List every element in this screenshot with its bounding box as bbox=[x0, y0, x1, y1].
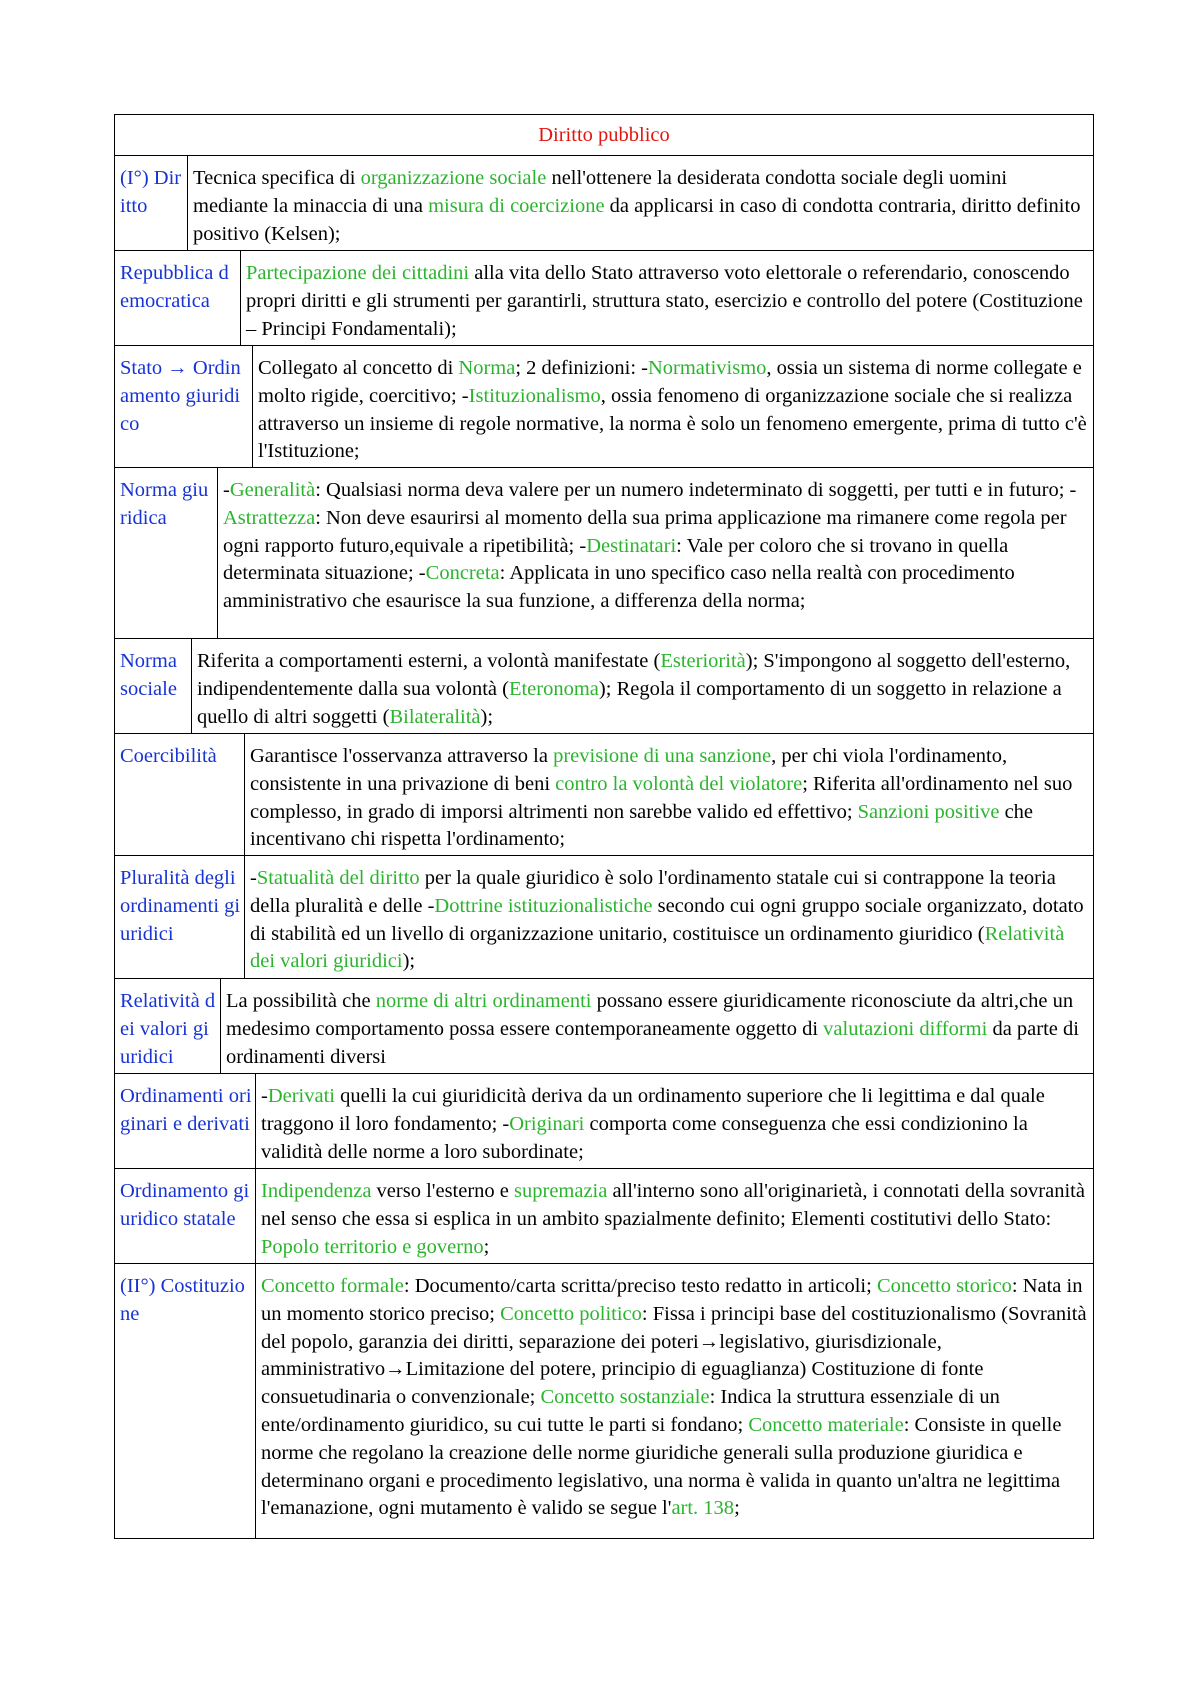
keyword: Normativismo bbox=[647, 357, 767, 379]
table-row bbox=[114, 1264, 1094, 1539]
definition-cell bbox=[218, 468, 1093, 638]
definition-text: , ossia fenomeno di organizzazione sociale che si realizza attraverso un insieme di regole normative, la norma è solo un fenomeno emergente, prima di tutto c'è l'Istituzione; bbox=[258, 384, 1087, 463]
definition-text: ); bbox=[402, 950, 416, 973]
keyword: Eteronoma bbox=[508, 677, 599, 700]
keyword: previsione di una sanzione bbox=[553, 745, 772, 767]
term-cell: Coercibilità bbox=[115, 734, 245, 855]
table-row bbox=[114, 251, 1094, 346]
keyword: Popolo territorio e governo bbox=[261, 1235, 484, 1258]
definition-text: ; 2 definizioni: - bbox=[515, 357, 648, 379]
definition-text: : Non deve esaurirsi al momento della sua prima applicazione ma rimanere come regola per ogni rapporto futuro,equivale a ripetibilità; - bbox=[223, 506, 1067, 557]
definition-text: da parte di ordinamenti diversi bbox=[226, 1017, 1079, 1068]
table-row bbox=[114, 639, 1094, 734]
term-cell: Ordinamento giuridico statale bbox=[115, 1169, 256, 1263]
definition-text: ; Riferita all'ordinamento nel suo complesso, in grado di imporsi altrimenti non sarebbe valido ed effettivo; bbox=[250, 772, 1073, 823]
keyword: Astrattezza bbox=[223, 506, 316, 529]
definition-cell bbox=[245, 856, 1093, 978]
keyword: Bilateralità bbox=[389, 705, 481, 728]
definition-text: - bbox=[223, 479, 230, 501]
definition-text: La possibilità che bbox=[226, 990, 376, 1012]
definition-text: Garantisce l'osservanza attraverso la bbox=[250, 745, 554, 767]
term-cell: Ordinamenti originari e derivati bbox=[115, 1074, 256, 1168]
definition-cell bbox=[256, 1264, 1093, 1538]
definition-text: Riferita a comportamenti esterni, a volontà manifestate ( bbox=[197, 650, 661, 672]
keyword: norme di altri ordinamenti bbox=[375, 990, 592, 1012]
keyword: Concetto storico bbox=[876, 1275, 1012, 1297]
definition-text: : Vale per coloro che si trovano in quella determinata situazione; - bbox=[223, 534, 1009, 585]
definition-text: ); S'impongono al soggetto dell'esterno, indipendentemente dalla sua volontà ( bbox=[197, 650, 1071, 700]
definition-text: : Fissa i principi base del costituzionalismo (Sovranità del popolo, garanzia dei diritti, separazione dei poteri→legislativo, giurisdizionale, amministrativo→Limitazione del potere, principio di eguaglianza) Costituzione di fonte consuetudinaria o convenzionale; bbox=[261, 1302, 1087, 1409]
keyword: Esteriorità bbox=[660, 650, 746, 672]
definition-text: Tecnica specifica di bbox=[193, 167, 361, 189]
definition-text: , ossia un sistema di norme collegate e molto rigide, coercitivo; - bbox=[258, 357, 1082, 407]
definition-text: ; bbox=[483, 1235, 490, 1258]
definition-cell bbox=[256, 1169, 1093, 1263]
keyword: Dottrine istituzionalistiche bbox=[434, 894, 653, 917]
keyword: Derivati bbox=[267, 1085, 335, 1107]
keyword: valutazioni difformi bbox=[823, 1017, 988, 1040]
term-cell: (I°) Diritto bbox=[115, 156, 188, 250]
definition-text: ); bbox=[480, 705, 494, 728]
keyword: Generalità bbox=[229, 479, 316, 501]
definition-text: che incentivano chi rispetta l'ordinamento; bbox=[250, 800, 1034, 851]
definition-text: : Documento/carta scritta/preciso testo redatto in articoli; bbox=[403, 1275, 877, 1297]
definition-cell bbox=[188, 156, 1093, 250]
definition-text: Collegato al concetto di bbox=[258, 357, 459, 379]
keyword: supremazia bbox=[514, 1180, 608, 1202]
keyword: Concreta bbox=[425, 562, 500, 585]
keyword: misura di coercizione bbox=[428, 194, 605, 217]
table-row bbox=[114, 346, 1094, 468]
keyword: contro la volontà del violatore bbox=[555, 772, 803, 795]
keyword: Destinatari bbox=[586, 534, 677, 557]
table-row bbox=[114, 1074, 1094, 1169]
table-row bbox=[114, 734, 1094, 856]
document-title: Diritto pubblico bbox=[114, 114, 1094, 156]
keyword: Concetto politico bbox=[500, 1302, 642, 1325]
definition-text: comporta come conseguenza che essi condizionino la validità delle norme a loro subordinate; bbox=[261, 1112, 1028, 1163]
keyword: Sanzioni positive bbox=[857, 800, 1000, 823]
definition-text: ); Regola il comportamento di un soggetto in relazione a quello di altri soggetti ( bbox=[197, 677, 1062, 728]
table-row bbox=[114, 979, 1094, 1074]
definition-text: : Qualsiasi norma deva valere per un numero indeterminato di soggetti, per tutti e in futuro; - bbox=[315, 479, 1077, 501]
table-row bbox=[114, 1169, 1094, 1264]
definition-text: alla vita dello Stato attraverso voto elettorale o referendario, conoscendo propri diritti e gli strumenti per garantirli, struttura stato, esercizio e controllo del potere (Costituzione – Principi Fondamentali); bbox=[246, 262, 1083, 340]
definition-text: : Applicata in uno specifico caso nella realtà con procedimento amministrativo che esaurisce la sua funzione, a differenza della norma; bbox=[223, 562, 1015, 613]
definition-cell bbox=[192, 639, 1093, 733]
definition-text: , per chi viola l'ordinamento, consistente in una privazione di beni bbox=[250, 745, 1008, 795]
definition-text: possano essere giuridicamente riconosciute da altri,che un medesimo comportamento possa essere contemporaneamente oggetto di bbox=[226, 990, 1074, 1040]
keyword: Partecipazione dei cittadini bbox=[246, 262, 470, 284]
term-cell: Stato → Ordinamento giuridico bbox=[115, 346, 253, 467]
keyword: Concetto materiale bbox=[748, 1413, 904, 1436]
keyword: Concetto formale bbox=[261, 1275, 404, 1297]
definition-cell bbox=[245, 734, 1093, 855]
keyword: organizzazione sociale bbox=[360, 167, 547, 189]
term-cell: Pluralità degli ordinamenti giuridici bbox=[115, 856, 245, 978]
table-row bbox=[114, 468, 1094, 639]
table-row bbox=[114, 856, 1094, 979]
keyword: Indipendenza bbox=[261, 1180, 372, 1202]
definition-cell bbox=[253, 346, 1093, 467]
definition-text: - bbox=[250, 867, 257, 889]
definition-text: : Indica la struttura essenziale di un ente/ordinamento giuridico, su cui tutte le parti si fondano; bbox=[261, 1386, 1000, 1436]
definition-text: all'interno sono all'originarietà, i connotati della sovranità nel senso che essa si esplica in un ambito spazialmente definito; Elementi costitutivi dello Stato: bbox=[261, 1180, 1085, 1230]
definition-cell bbox=[241, 251, 1093, 345]
definition-text: : Consiste in quelle norme che regolano la creazione delle norme giuridiche generali sulla produzione giuridica e determinano organi e procedimento legislativo, una norma è valida in quanto un'altra ne legittima l'emanazione, ogni mutamento è valido se segue l' bbox=[261, 1413, 1062, 1520]
keyword: Istituzionalismo bbox=[468, 384, 601, 407]
term-cell: Relatività dei valori giuridici bbox=[115, 979, 221, 1073]
table-row bbox=[114, 156, 1094, 251]
keyword: Statualità del diritto bbox=[256, 867, 420, 889]
definition-cell bbox=[221, 979, 1093, 1073]
definition-text: ; bbox=[734, 1497, 740, 1520]
keyword: Concetto sostanziale bbox=[540, 1386, 710, 1409]
definition-text: - bbox=[261, 1085, 268, 1107]
keyword: art. 138 bbox=[671, 1497, 735, 1520]
definition-text: secondo cui ogni gruppo sociale organizzato, dotato di stabilità ed un livello di organizzazione unitario, costituisce un ordinamento giuridico ( bbox=[250, 894, 1084, 945]
term-cell: Repubblica democratica bbox=[115, 251, 241, 345]
definition-text: quelli la cui giuridicità deriva da un ordinamento superiore che li legittima e dal quale traggono il loro fondamento; - bbox=[261, 1085, 1045, 1135]
notes-table bbox=[114, 114, 1094, 1539]
keyword: Norma bbox=[458, 357, 516, 379]
definition-cell bbox=[256, 1074, 1093, 1168]
keyword: Originari bbox=[509, 1112, 585, 1135]
definition-text: verso l'esterno e bbox=[371, 1180, 515, 1202]
term-cell: Norma sociale bbox=[115, 639, 192, 733]
term-cell: (II°) Costituzione bbox=[115, 1264, 256, 1538]
definition-text: nell'ottenere la desiderata condotta sociale degli uomini mediante la minaccia di una bbox=[193, 167, 1008, 217]
definition-text: : Nata in un momento storico preciso; bbox=[261, 1275, 1083, 1325]
term-cell: Norma giuridica bbox=[115, 468, 218, 638]
definition-text: da applicarsi in caso di condotta contraria, diritto definito positivo (Kelsen); bbox=[193, 194, 1081, 245]
definition-text: per la quale giuridico è solo l'ordinamento statale cui si contrappone la teoria della pluralità e delle - bbox=[250, 867, 1056, 917]
table-body bbox=[114, 156, 1094, 1539]
keyword: Relatività dei valori giuridici bbox=[250, 922, 1065, 973]
